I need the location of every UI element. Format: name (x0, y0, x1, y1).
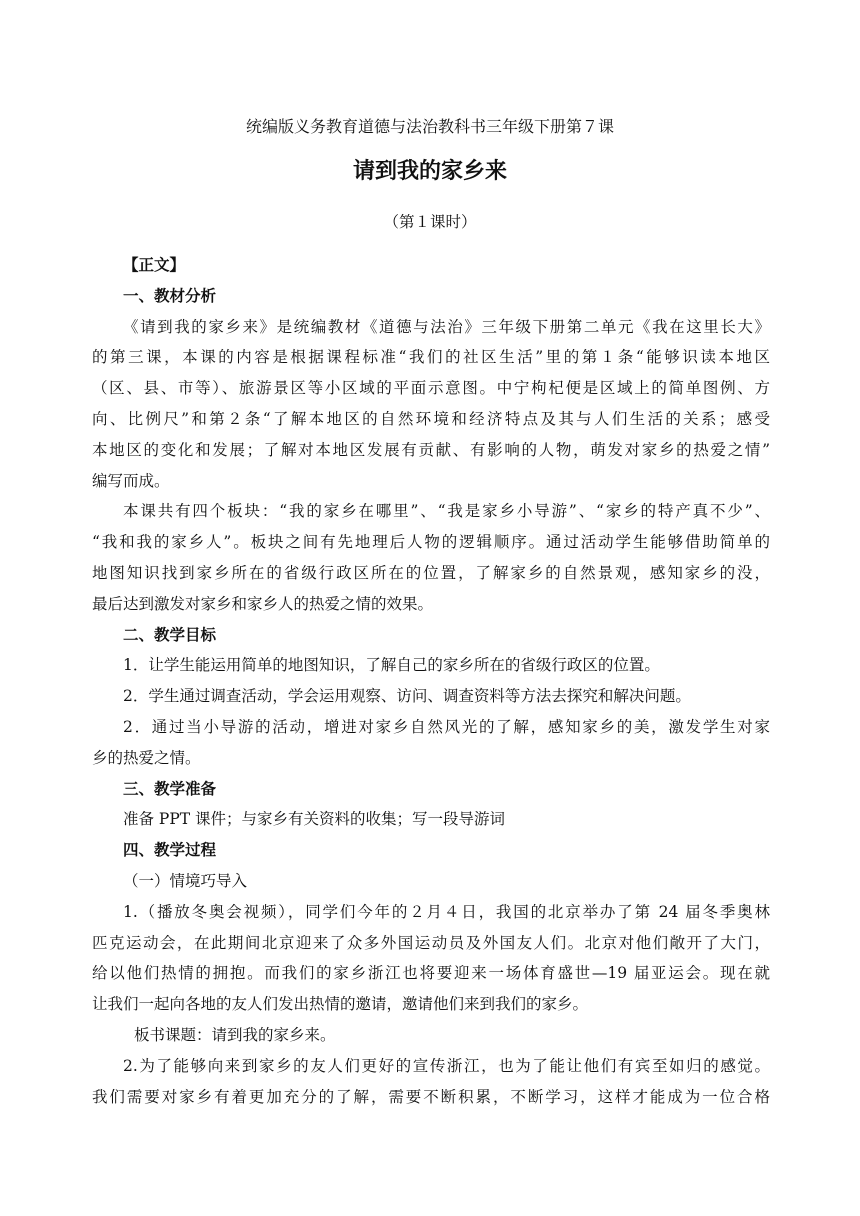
subheading-intro: （一）情境巧导入 (123, 871, 248, 890)
prep-text: 准备 PPT 课件；与家乡有关资料的收集；写一段导游词 (123, 810, 506, 829)
text-line: 《请到我的家乡来》是统编教材《道德与法治》三年级下册第二单元《我在这里长大》 (123, 317, 770, 336)
text-line: “我和我的家乡人”。板块之间有先地理后人物的逻辑顺序。通过活动学生能够借助简单的 (92, 533, 770, 552)
goal-item: 1．让学生能运用简单的地图知识，了解自己的家乡所在的省级行政区的位置。 (123, 656, 660, 675)
text-line: 让我们一起向各地的友人们发出热情的邀请，邀请他们来到我们的家乡。 (92, 995, 589, 1014)
heading-material-analysis: 一、教材分析 (123, 286, 217, 305)
textbook-subtitle: 统编版义务教育道德与法治教科书三年级下册第７课 (245, 117, 614, 136)
board-title-line: 板书课题：请到我的家乡来。 (134, 1025, 336, 1044)
document-body (92, 250, 770, 1112)
text-line: 本地区的变化和发展；了解对本地区发展有贡献、有影响的人物，萌发对家乡的热爱之情” (92, 440, 770, 459)
heading-teaching-goals: 二、教学目标 (123, 625, 217, 644)
lesson-period: （第１课时） (383, 213, 477, 231)
goal-item (92, 712, 770, 774)
text-line: 编写而成。 (92, 471, 170, 490)
heading-teaching-process: 四、教学过程 (123, 841, 217, 860)
text-line: 匹克运动会，在此期间北京迎来了众多外国运动员及外国友人们。北京对他们敞开了大门， (92, 933, 770, 952)
text-line: 2．通过当小导游的活动，增进对家乡自然风光的了解，感知家乡的美，激发学生对家 (123, 717, 770, 736)
text-line: 2.为了能够向来到家乡的友人们更好的宣传浙江，也为了能让他们有宾至如归的感觉。 (123, 1056, 770, 1075)
text-line: 1.（播放冬奥会视频），同学们今年的２月４日，我国的北京举办了第 24 届冬季奥林 (123, 902, 770, 921)
paragraph-material-analysis-1 (92, 312, 770, 497)
text-line: 我们需要对家乡有着更加充分的了解，需要不断积累，不断学习，这样才能成为一位合格 (92, 1087, 770, 1106)
section-marker: 【正文】 (123, 256, 186, 274)
text-line: 地图知识找到家乡所在的省级行政区所在的位置，了解家乡的自然景观，感知家乡的没， (92, 563, 770, 582)
text-line: 的第三课，本课的内容是根据课程标准“我们的社区生活”里的第１条“能够识读本地区 (92, 348, 770, 367)
text-line: 本课共有四个板块：“我的家乡在哪里”、“我是家乡小导游”、“家乡的特产真不少”、 (123, 502, 770, 521)
text-line: （区、县、市等）、旅游景区等小区域的平面示意图。中宁枸杞便是区域上的简单图例、方 (92, 379, 770, 398)
paragraph-material-analysis-2 (92, 496, 770, 619)
text-line: 给以他们热情的拥抱。而我们的家乡浙江也将要迎来一场体育盛世—19 届亚运会。现在就 (92, 964, 770, 983)
text-line: 最后达到激发对家乡和家乡人的热爱之情的效果。 (92, 594, 434, 613)
lesson-title: 请到我的家乡来 (352, 159, 507, 184)
goal-item: 2．学生通过调查活动，学会运用观察、访问、调查资料等方法去探究和解决问题。 (123, 687, 691, 706)
text-line: 向、比例尺”和第２条“了解本地区的自然环境和经济特点及其与人们生活的关系；感受 (92, 409, 770, 428)
text-line: 乡的热爱之情。 (92, 748, 201, 767)
heading-teaching-prep: 三、教学准备 (123, 779, 217, 798)
paragraph-process-1 (92, 897, 770, 1020)
paragraph-process-2 (92, 1051, 770, 1113)
